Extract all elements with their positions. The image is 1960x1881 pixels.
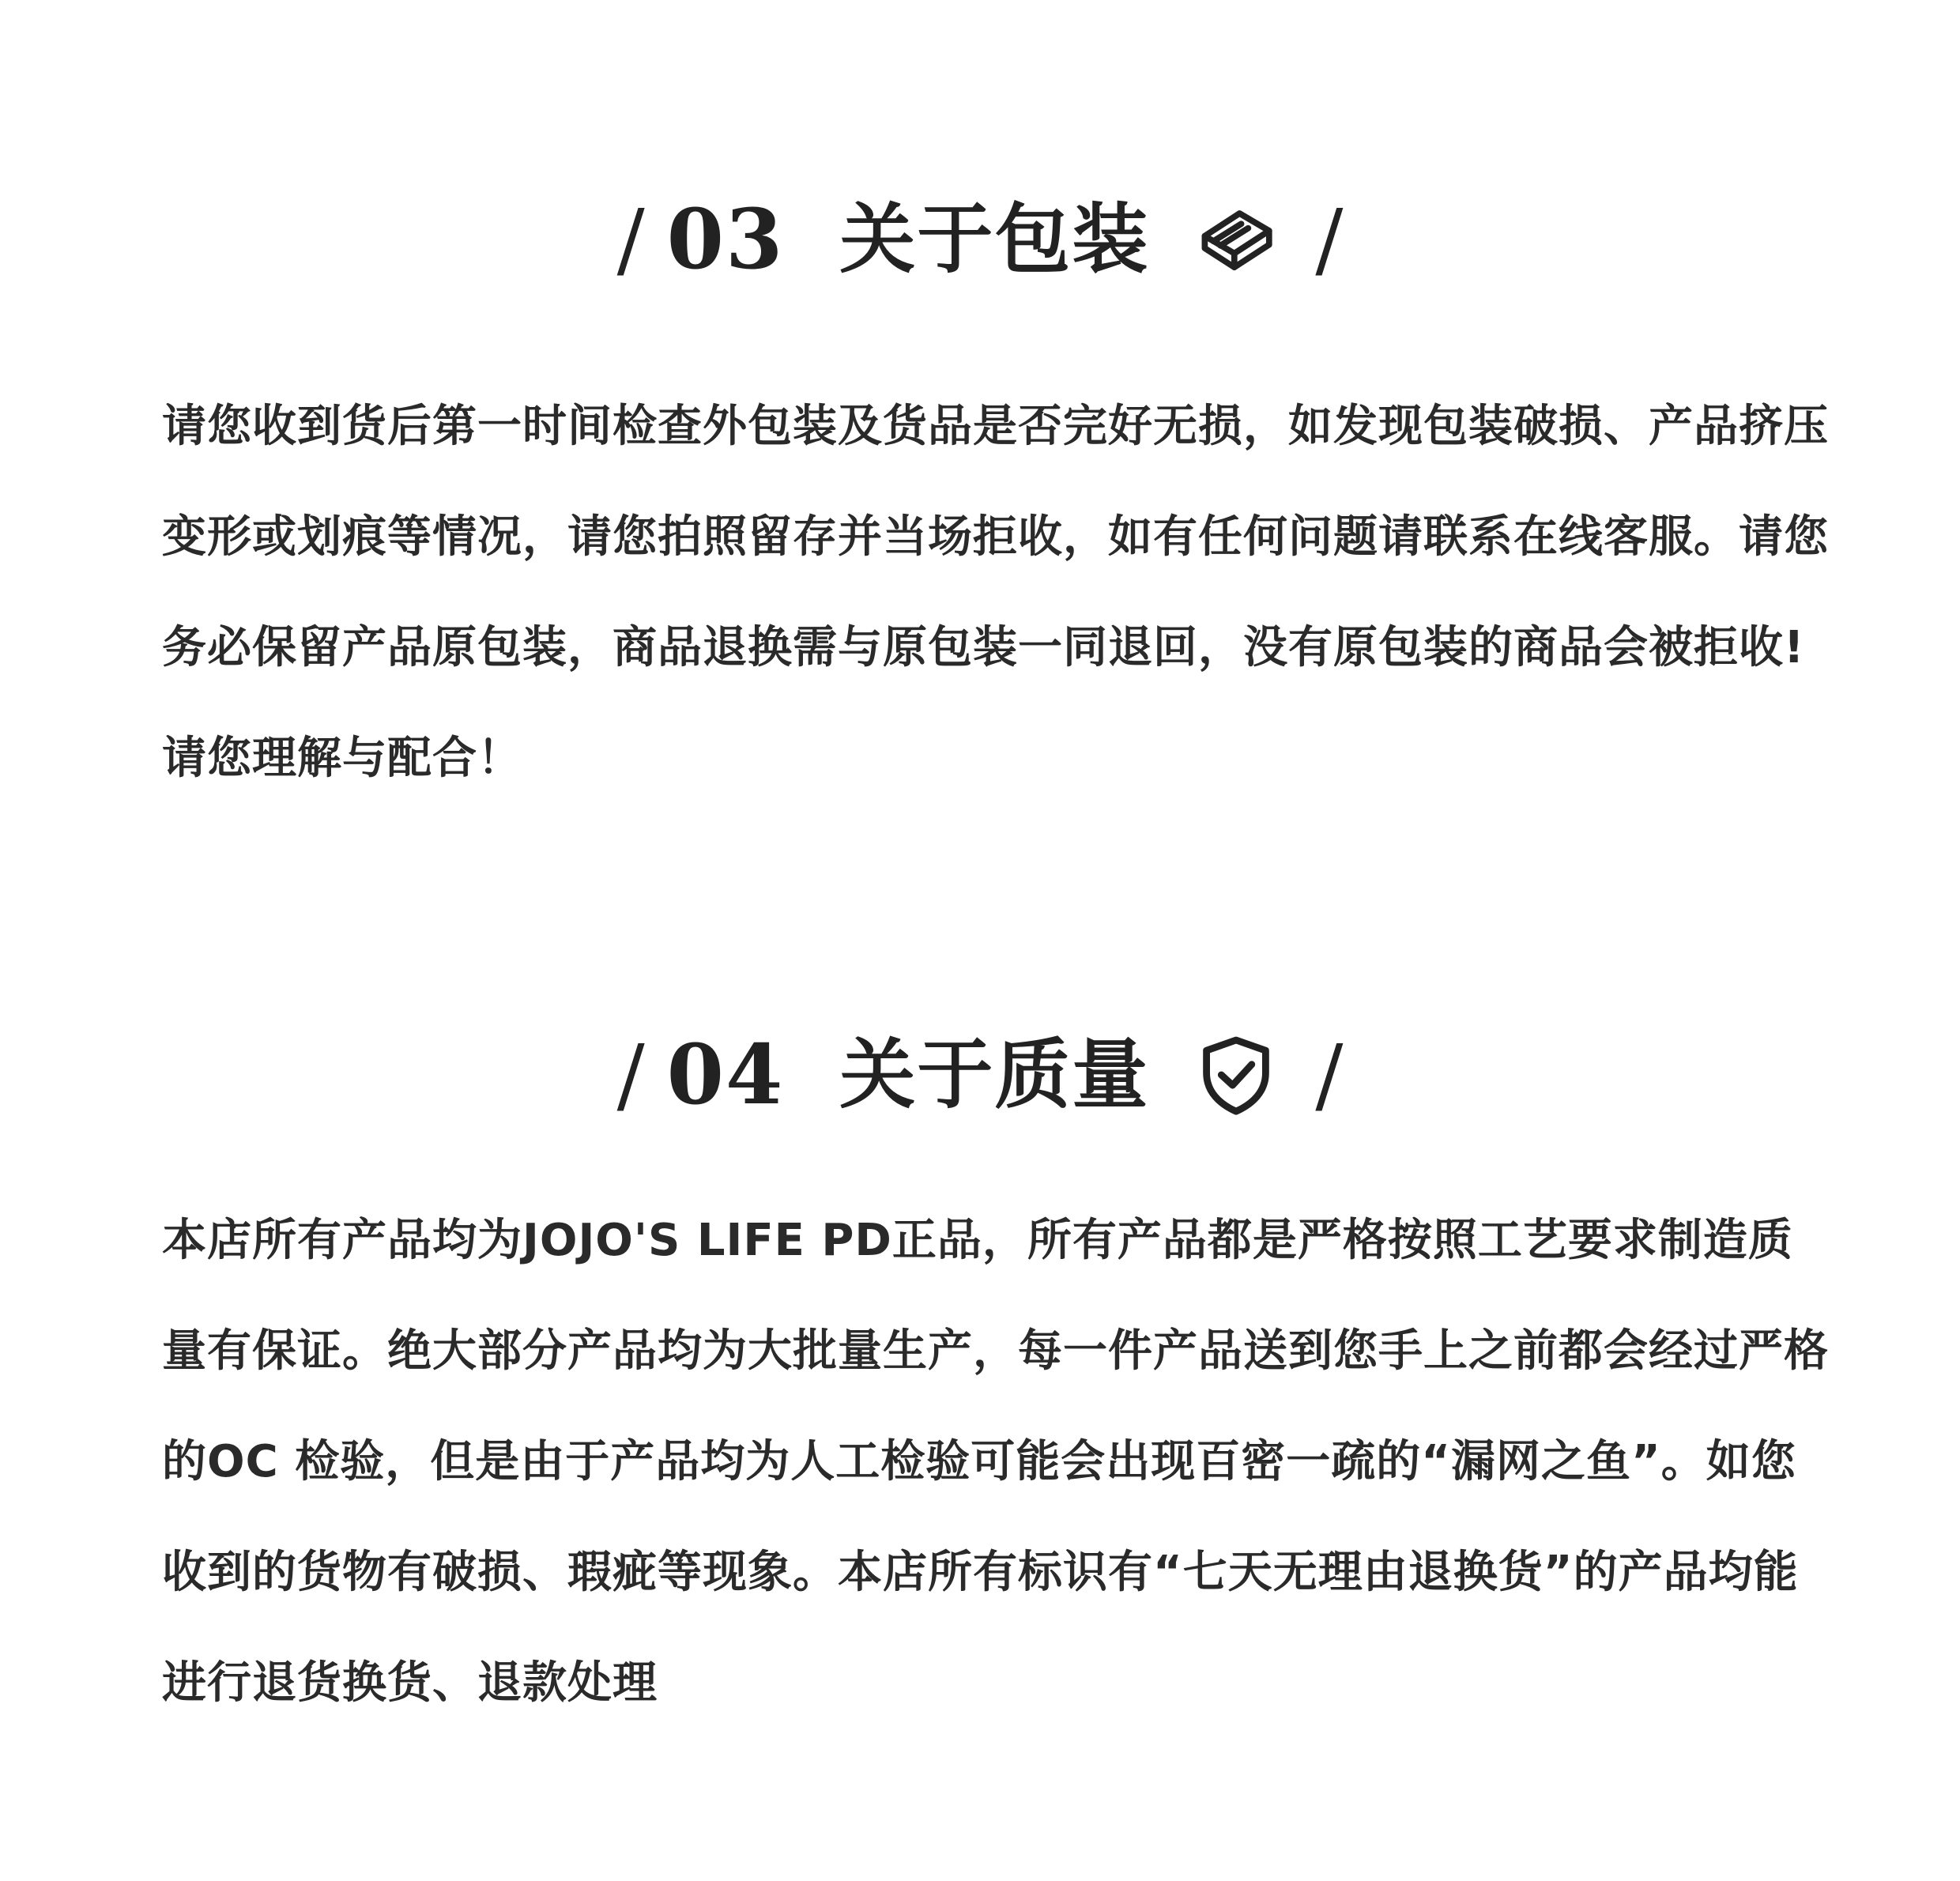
heading-number: 04: [666, 1026, 785, 1123]
heading-title: 关于质量: [839, 1031, 1150, 1119]
heading-number: 03: [666, 190, 785, 288]
heading-slash-left: /: [616, 1027, 645, 1123]
section-heading: [0, 1016, 1960, 1134]
section-body: 本店所有产品均为JOJO'S LIFE PD正品，所有产品都是严格按照工艺要求制造质量有保证。绝大部分产品均为大批量生产，每一件产品送到您手上之前都会经过严格的OC 检验，但是由于产品均为人工检验可能会出现百密一疏的“漏网之鱼”。如您收到的货物有破损、瑕疵等现象。本店所有标识有“七天无理由退换货”的产品均能进行退货换货、退款处理: [162, 1215, 1829, 1709]
section-body: 请您收到货后第一时间检查外包装及货品是否完好无损，如发现包装破损、产品挤压变形或划痕等情况，请您拍照留存并当场拒收，如有任何问题请联系在线客服。请您务必保留产品原包装，商品退换需与原包装一同退回，没有原包装的商品会被拒收!请您理解与配合！: [162, 401, 1829, 784]
heading-title: 关于包装: [839, 195, 1150, 284]
heading-slash-right: /: [1315, 1027, 1344, 1123]
heading-slash-left: /: [616, 191, 645, 288]
shield-check-icon: [1193, 1031, 1280, 1118]
section-heading: [0, 180, 1960, 299]
heading-slash-right: /: [1315, 191, 1344, 288]
stacked-books-icon: [1193, 196, 1280, 283]
